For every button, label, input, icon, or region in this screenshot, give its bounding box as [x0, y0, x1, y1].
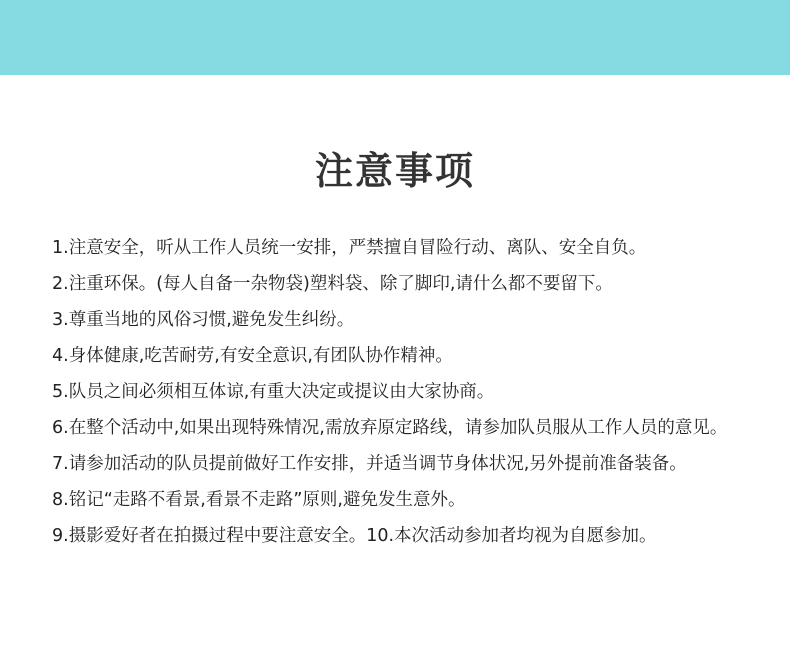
note-item: 8.铭记“走路不看景,看景不走路”原则,避免发生意外。	[52, 490, 466, 510]
page-title: 注意事项	[314, 148, 475, 193]
note-item: 4.身体健康,吃苦耐劳,有安全意识,有团队协作精神。	[52, 346, 453, 366]
note-item: 9.摄影爱好者在拍摄过程中要注意安全。10.本次活动参加者均视为自愿参加。	[52, 526, 657, 546]
note-item: 3.尊重当地的风俗习惯,避免发生纠纷。	[52, 310, 355, 330]
top-banner	[0, 0, 790, 75]
note-item: 5.队员之间必须相互体谅,有重大决定或提议由大家协商。	[52, 382, 495, 402]
notes-list	[52, 236, 742, 560]
note-item: 7.请参加活动的队员提前做好工作安排，并适当调节身体状况,另外提前准备装备。	[52, 454, 687, 474]
note-item: 2.注重环保。(每人自备一杂物袋)塑料袋、除了脚印,请什么都不要留下。	[52, 274, 613, 294]
note-item: 1.注意安全，听从工作人员统一安排，严禁擅自冒险行动、离队、安全自负。	[52, 238, 647, 258]
note-item: 6.在整个活动中,如果出现特殊情况,需放弃原定路线，请参加队员服从工作人员的意见。	[52, 418, 728, 438]
